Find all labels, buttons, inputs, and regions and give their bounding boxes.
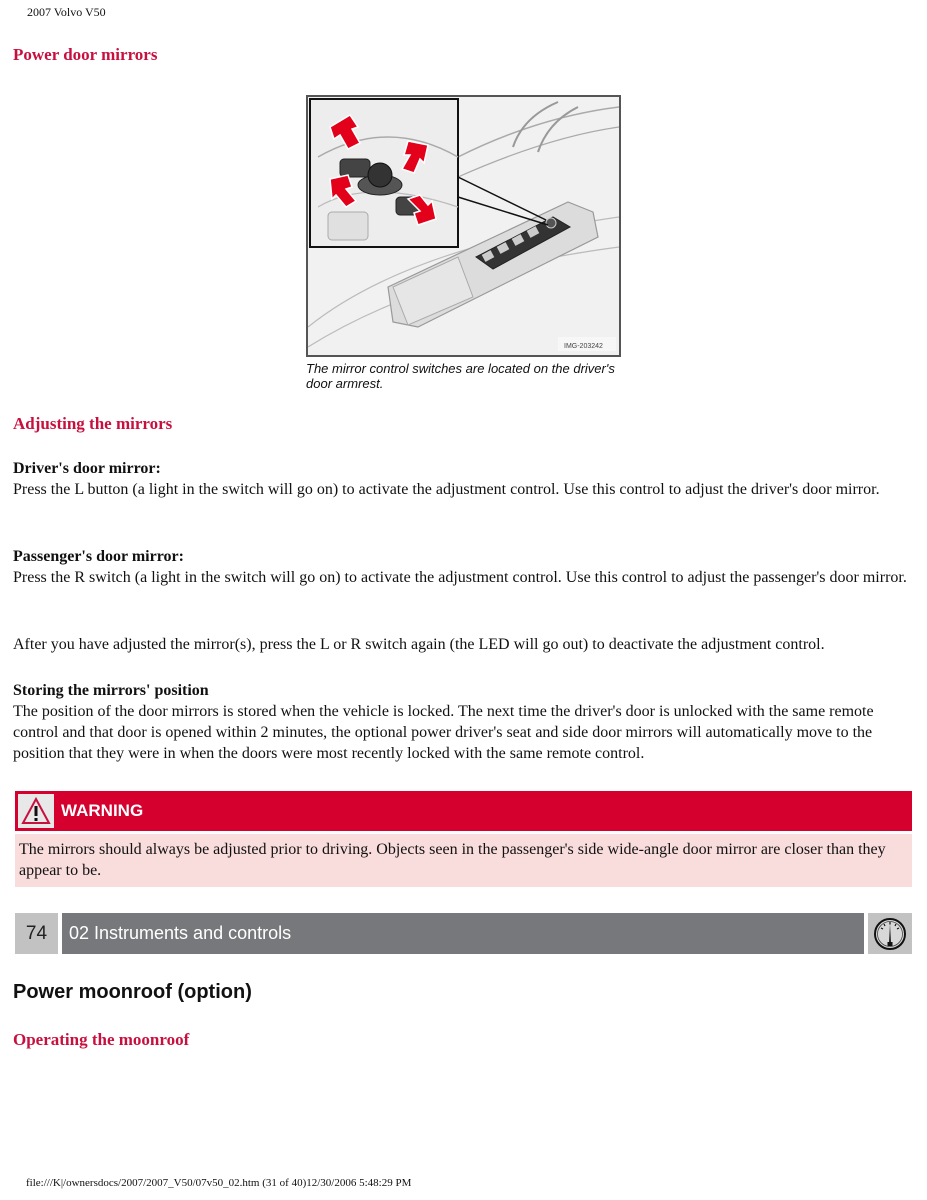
driver-mirror-text: Press the L button (a light in the switch will go on) to activate the adjustment control. Use this control to adjust the driver's door mirror. (13, 481, 880, 498)
next-section-title: Power moonroof (option) (13, 981, 252, 1003)
page-number: 74 (15, 913, 58, 954)
figure-frame (306, 95, 621, 357)
figure-caption: The mirror control switches are located on the driver's door armrest. (306, 361, 615, 391)
warning-text: The mirrors should always be adjusted prior to driving. Objects seen in the passenger's side wide-angle door mirror are closer than they appear to be. (15, 834, 912, 887)
storing-block (13, 680, 918, 764)
subsection-title: Adjusting the mirrors (13, 414, 173, 433)
passenger-mirror-text: Press the R switch (a light in the switch will go on) to activate the adjustment control. Use this control to adjust the passenger's door mirror. (13, 569, 907, 586)
warning-label: WARNING (61, 801, 144, 820)
document-header-title: 2007 Volvo V50 (27, 5, 106, 19)
after-adjust-text: After you have adjusted the mirror(s), press the L or R switch again (the LED will go out) to deactivate the adjustment control. (13, 636, 825, 653)
warning-triangle-icon (18, 794, 54, 828)
storing-label: Storing the mirrors' position (13, 682, 209, 699)
file-path-footer: file:///K|/ownersdocs/2007/2007_V50/07v50_02.htm (31 of 40)12/30/2006 5:48:29 PM (26, 1177, 412, 1189)
section-title: Power door mirrors (13, 45, 158, 64)
passenger-mirror-label: Passenger's door mirror: (13, 548, 184, 565)
chapter-title: 02 Instruments and controls (62, 913, 864, 954)
mirror-control-figure (306, 95, 619, 391)
door-armrest-illustration (308, 97, 619, 355)
warning-box (15, 791, 912, 887)
page-footer-bar (15, 913, 912, 954)
driver-mirror-label: Driver's door mirror: (13, 460, 161, 477)
storing-text: The position of the door mirrors is stored when the vehicle is locked. The next time the driver's door is unlocked with the same remote control and that door is opened within 2 minutes, the optional power driver's seat and side door mirrors will automatically move to the position that they were in when the doors were most recently locked with the same remote control. (13, 703, 874, 762)
next-subsection-title: Operating the moonroof (13, 1030, 190, 1049)
passenger-mirror-block (13, 546, 918, 588)
driver-mirror-block (13, 458, 918, 500)
image-id-label: IMG-203242 (564, 343, 603, 350)
warning-header (15, 791, 912, 831)
gauge-icon (868, 913, 912, 954)
